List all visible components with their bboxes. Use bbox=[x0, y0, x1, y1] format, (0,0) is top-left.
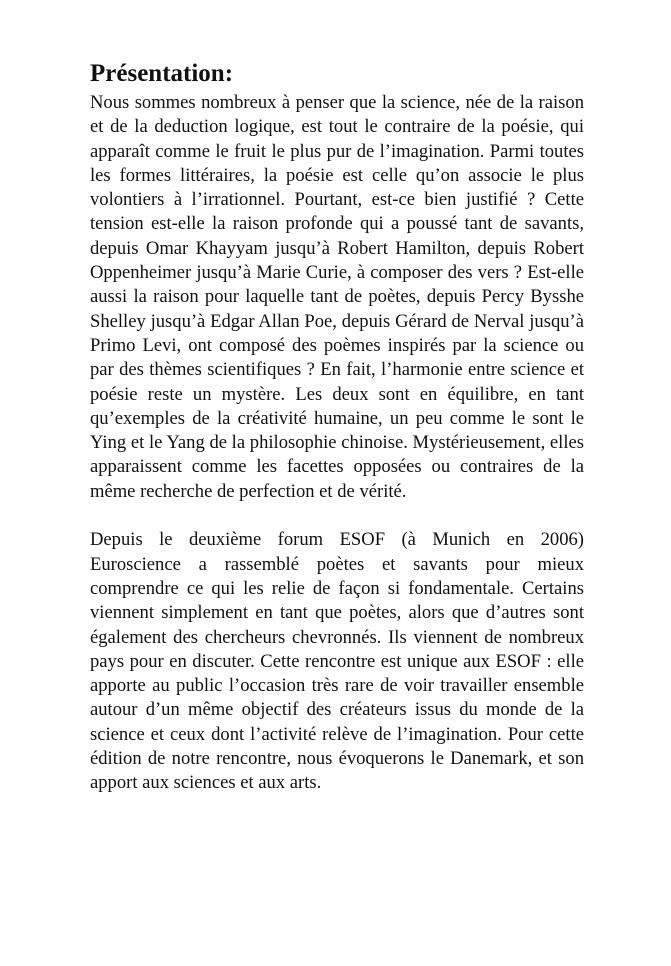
document-page bbox=[90, 60, 584, 796]
paragraph-science-poetry: Nous sommes nombreux à penser que la science, née de la raison et de la deduction logique, est tout le contraire de la poésie, qui apparaît comme le fruit le plus pur de l’imagination. Parmi toutes les formes littéraires, la poésie est celle qu’on associe le plus volontiers à l’irrationnel. Pourtant, est-ce bien justifié ? Cette tension est-elle la raison profonde qui a poussé tant de savants, depuis Omar Khayyam jusqu’à Robert Hamilton, depuis Robert Oppenheimer jusqu’à Marie Curie, à composer des vers ? Est-elle aussi la raison pour laquelle tant de poètes, depuis Percy Bysshe Shelley jusqu’à Edgar Allan Poe, depuis Gérard de Nerval jusqu’à Primo Levi, ont composé des poèmes inspirés par la science ou par des thèmes scientifiques ? En fait, l’harmonie entre science et poésie reste un mystère. Les deux sont en équilibre, en tant qu’exemples de la créativité humaine, un peu comme le sont le Ying et le Yang de la philosophie chinoise. Mystérieusement, elles apparaissent comme les facettes opposées ou contraires de la même recherche de perfection et de vérité. bbox=[90, 92, 584, 502]
paragraph-spacer bbox=[90, 504, 584, 528]
document-title: Présentation: bbox=[90, 60, 234, 87]
paragraph-esof-forum: Depuis le deuxième forum ESOF (à Munich en 2006) Euroscience a rassemblé poètes et savants pour mieux comprendre ce qui les relie de façon si fondamentale. Certains viennent simplement en tant que poètes, alors que d’autres sont également des chercheurs chevronnés. Ils viennent de nombreux pays pour en discuter. Cette rencontre est unique aux ESOF : elle apporte au public l’occasion très rare de voir travailler ensemble autour d’un même objectif des créateurs issus du monde de la science et ceux dont l’activité relève de l’imagination. Pour cette édition de notre rencontre, nous évoquerons le Danemark, et son apport aux sciences et aux arts. bbox=[90, 529, 584, 794]
